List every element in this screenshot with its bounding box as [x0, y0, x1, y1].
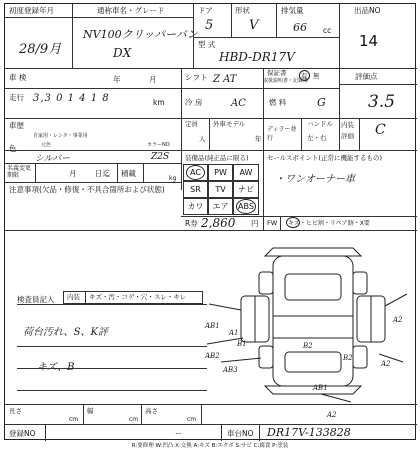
auction-sheet	[4, 3, 416, 440]
interior-score-value: C	[375, 122, 386, 138]
width-label: 幅	[87, 407, 94, 415]
equip-airbag: エア	[208, 198, 233, 215]
handle-label: ハンドル	[307, 120, 333, 128]
inspector-interior-items: キズ・汚・コゲ・穴・スレ・キレ	[89, 293, 187, 301]
reg-label: 登録NO	[9, 429, 36, 438]
displacement-label: 排気量	[281, 6, 304, 15]
mark-2: B1	[237, 340, 247, 348]
equip-ac: AC	[183, 164, 208, 181]
keys-label: R券	[185, 219, 198, 228]
weight-label: 積載	[121, 169, 136, 178]
fuel-value: G	[317, 96, 326, 109]
inspector-notes-1: 荷台汚れ、S、K評	[23, 327, 108, 338]
first-reg-value: 28/9月	[19, 42, 62, 57]
legend: R:要修理 W:凹凸 X:交換 A:キズ B:エクボ S:サビ C:腐食 P:塗装	[131, 443, 289, 449]
height-label: 高さ	[145, 407, 158, 415]
first-reg-label: 初度登録年月	[9, 6, 54, 15]
mileage-unit: km	[153, 98, 165, 107]
displacement-unit: cc	[323, 26, 332, 35]
length-label: 長さ	[9, 407, 22, 415]
color-label: 色	[9, 144, 17, 153]
equip-tv: TV	[208, 181, 233, 198]
keys-value: 2,860	[201, 216, 236, 230]
shape-label: 形状	[235, 6, 250, 15]
notes-label: 注意事項(欠品・修復・不具合箇所および状態)	[9, 185, 165, 194]
equip-sr: SR	[183, 181, 208, 198]
inspector-label: 検査員記入	[17, 295, 55, 304]
model-label: 型 式	[198, 40, 216, 49]
sales-point-value: ・ワンオーナー車	[275, 174, 355, 185]
score-value: 3.5	[368, 92, 396, 112]
interior-score-sub: 評価	[341, 132, 354, 140]
exterior-model-year: 年	[255, 135, 262, 143]
weight-unit: kg	[169, 175, 177, 182]
history-label: 車歴	[9, 121, 24, 130]
shift-label: シフト	[185, 73, 208, 82]
ac-value: AC	[231, 98, 246, 109]
equip-abs-circle	[236, 199, 256, 214]
lot-value: 14	[359, 32, 379, 50]
dealer-label: ディラー並行	[267, 126, 297, 142]
capacity-unit: 人	[199, 135, 206, 143]
equip-abs: ABS	[233, 198, 259, 215]
transfer-day: 日迄	[95, 169, 110, 178]
reg-dash: ー	[175, 429, 183, 438]
sales-point-label: セールスポイント(正常に機能するもの)	[267, 154, 382, 162]
model-value: HBD-DR17V	[219, 50, 295, 64]
frame-value: DR17V-133828	[267, 426, 351, 439]
warranty-label: 保証書	[267, 69, 287, 77]
original-color-label: 元色	[41, 142, 52, 148]
car-name-value: NV100クリッパーバン	[83, 28, 198, 41]
fw-label: FW	[267, 219, 278, 227]
shape-value: V	[249, 18, 259, 33]
length-unit: cm	[69, 416, 79, 423]
transfer-label: 名義変更期限	[7, 165, 32, 179]
mark-10: AB1	[313, 384, 328, 392]
inspector-interior-label: 内装	[67, 293, 80, 301]
mark-9: A2	[381, 360, 391, 368]
fuel-label: 燃 料	[269, 98, 287, 107]
handle-value: 左・右	[307, 134, 327, 142]
equip-pw: PW	[208, 164, 233, 181]
height-unit: cm	[187, 416, 197, 423]
mileage-value: 3,3 0 1 4 1 8	[33, 93, 110, 104]
mark-8: A2	[393, 316, 403, 324]
door-value: 5	[205, 18, 214, 33]
mark-3: B2	[303, 342, 313, 350]
displacement-value: 66	[293, 21, 307, 34]
inspector-notes-2: キズ、B	[37, 362, 75, 373]
frame-label: 車台NO	[227, 429, 254, 438]
capacity-label: 定員	[185, 120, 198, 128]
color-value: シルバー	[35, 154, 71, 164]
interior-score-label: 内装	[341, 121, 354, 129]
car-diagram	[201, 234, 415, 406]
equip-ac-circle	[186, 165, 205, 180]
inspection-label: 車 検	[9, 73, 27, 82]
lot-label: 出品NO	[354, 6, 381, 15]
mark-5: AB1	[205, 322, 220, 330]
fw-items: キズ・ヒビ割・リペア跡・X要	[288, 220, 370, 227]
history-options: 自家用・レンタ・事業用	[33, 133, 88, 139]
mark-7: AB3	[223, 366, 238, 374]
score-label: 評価点	[355, 72, 378, 81]
mileage-label: 走行	[9, 93, 24, 102]
inspection-month: 月	[149, 75, 157, 84]
warranty-yes: 有	[301, 72, 308, 80]
equip-navi: ナビ	[233, 181, 259, 198]
car-name-label: 通称車名・グレード	[97, 6, 165, 15]
mark-6: AB2	[205, 352, 220, 360]
color-no-value: Z2S	[151, 152, 170, 162]
width-unit: cm	[129, 416, 139, 423]
car-grade-value: DX	[113, 46, 132, 60]
color-no-label: カラーNO	[147, 142, 170, 148]
door-label: ドア	[198, 6, 213, 15]
ac-label: 冷 房	[185, 98, 203, 107]
mark-4: B2	[343, 354, 353, 362]
transfer-month: 月	[69, 169, 77, 178]
warranty-no: 無	[313, 72, 320, 80]
inspection-year: 年	[113, 75, 121, 84]
mark-11: A2	[327, 411, 337, 419]
equip-aw: AW	[233, 164, 259, 181]
keys-unit: 円	[251, 219, 259, 228]
equip-leather: カワ	[183, 198, 208, 215]
exterior-model-label: 外車モデル	[213, 120, 246, 128]
warranty-sub: 取扱説明書・記録簿	[263, 78, 309, 84]
mark-1: A1	[229, 329, 239, 337]
equipment-title: 装備品(純正品に限る)	[185, 154, 249, 162]
shift-value: Z AT	[213, 74, 237, 85]
